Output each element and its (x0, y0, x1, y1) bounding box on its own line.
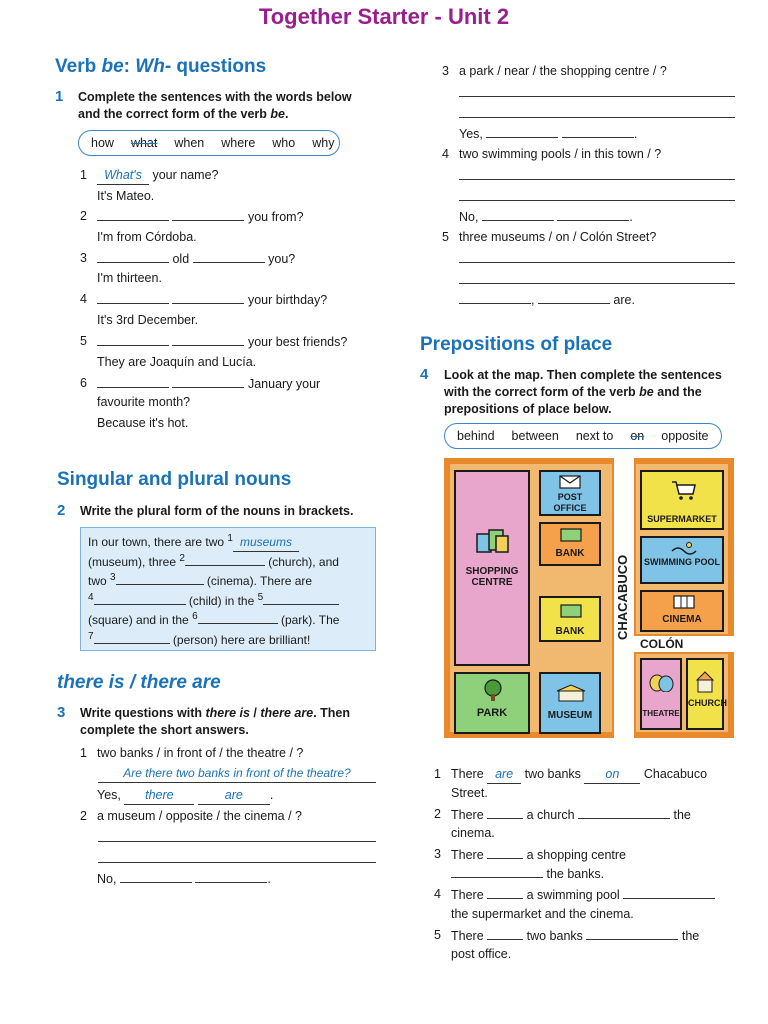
list-item: No, . (459, 210, 633, 224)
supermarket-building: SUPERMARKET (640, 470, 724, 530)
item-prompt: two banks / in front of / the theatre / ? (97, 746, 304, 760)
exercise-instruction: Look at the map. Then complete the sentences with the correct form of the verb be and the prepositions of place below. (444, 368, 722, 416)
item-reply: It's 3rd December. (97, 313, 199, 327)
post-office-building: POST OFFICE (539, 470, 601, 516)
exercise-number: 3 (57, 704, 66, 721)
word-box: behind between next to on opposite (444, 423, 722, 449)
answer-field[interactable] (97, 250, 169, 263)
item-number: 2 (434, 807, 441, 821)
text-line: (square) and in the $^6$ (park). The (88, 611, 340, 627)
list-item: your best friends? (97, 333, 347, 351)
item-number: 4 (434, 887, 441, 901)
exercise-number: 4 (420, 366, 429, 383)
item-number: 4 (80, 292, 87, 306)
page-title: Together Starter - Unit 2 (258, 4, 510, 29)
answer-field[interactable] (94, 631, 170, 644)
word-box: how what when where who why (78, 130, 340, 156)
answer-field[interactable] (557, 208, 629, 221)
answer-line[interactable] (459, 179, 735, 180)
museum-building: MUSEUM (539, 672, 601, 734)
item-number: 2 (80, 209, 87, 223)
item-number: 4 (442, 147, 449, 161)
item-text: favourite month? (97, 395, 191, 409)
answer-field[interactable] (172, 375, 244, 388)
list-item: Yes, there are . (97, 787, 273, 805)
exercise-instruction: Write questions with there is / there are. Then complete the short answers. (80, 706, 350, 737)
answer-line[interactable] (459, 117, 735, 118)
list-item: There a shopping centre (451, 848, 626, 862)
answer-field[interactable]: museums (233, 534, 299, 552)
item-number: 3 (434, 847, 441, 861)
text-line: (museum), three $^2$ (church), and (88, 553, 339, 569)
item-text: Street. (451, 786, 488, 800)
list-item: There a swimming pool (451, 886, 715, 904)
money-icon (560, 527, 582, 543)
list-item: There two banks the (451, 929, 700, 943)
bank-building-2: BANK (539, 596, 601, 642)
list-item: Yes, . (459, 127, 638, 141)
answer-field[interactable] (487, 806, 523, 819)
theatre-masks-icon (648, 674, 674, 692)
text-line: $^7$ (person) here are brilliant! (88, 631, 311, 647)
answer-line[interactable] (459, 200, 735, 201)
section-heading-there-is: there is / there are (57, 672, 221, 693)
shopping-centre-building: SHOPPING CENTRE (454, 470, 530, 666)
item-text: the supermarket and the cinema. (451, 907, 634, 921)
list-item: your birthday? (97, 291, 327, 309)
item-reply: Because it's hot. (97, 416, 189, 430)
answer-field[interactable] (263, 592, 339, 605)
list-item: old you? (97, 250, 295, 268)
bank-building-1: BANK (539, 522, 601, 566)
answer-field[interactable] (482, 208, 554, 221)
theatre-building: THEATRE (640, 658, 682, 730)
answer-field[interactable] (185, 553, 265, 566)
list-item: January your (97, 375, 320, 393)
answer-line[interactable] (98, 841, 376, 842)
answer-field[interactable] (198, 611, 278, 624)
answer-field[interactable] (487, 927, 523, 940)
answer-field[interactable] (172, 208, 244, 221)
item-reply: I'm from Córdoba. (97, 230, 197, 244)
answer-field[interactable] (97, 208, 169, 221)
item-number: 2 (80, 809, 87, 823)
tree-icon (482, 679, 504, 701)
answer-line[interactable] (98, 862, 376, 863)
film-icon (673, 595, 695, 609)
list-item (98, 765, 376, 783)
answer-field[interactable]: Are there two banks in front of the theatre? (98, 765, 376, 783)
answer-line[interactable] (459, 283, 735, 284)
item-number: 5 (442, 230, 449, 244)
list-item: , are. (459, 291, 635, 309)
item-prompt: three museums / on / Colón Street? (459, 230, 657, 244)
item-reply: They are Joaquín and Lucía. (97, 355, 257, 369)
swimming-pool-building: SWIMMING POOL (640, 536, 724, 584)
church-building: CHURCH (686, 658, 724, 730)
item-reply: I'm thirteen. (97, 271, 162, 285)
answer-field[interactable]: What's (97, 167, 149, 185)
item-number: 1 (80, 168, 87, 182)
park-area: PARK (454, 672, 530, 734)
item-reply: It's Mateo. (97, 189, 155, 203)
answer-field[interactable] (578, 806, 670, 819)
exercise-instruction: Complete the sentences with the words below and the correct form of the verb be. (78, 90, 352, 121)
answer-field[interactable]: on (584, 766, 640, 784)
answer-field[interactable] (172, 333, 244, 346)
street-label-colon: COLÓN (640, 637, 684, 651)
cinema-building: CINEMA (640, 590, 724, 632)
list-item: There are two banks on Chacabuco (451, 766, 707, 784)
museum-icon (556, 684, 586, 702)
item-number: 5 (80, 334, 87, 348)
money-icon (560, 603, 582, 619)
answer-field[interactable] (487, 846, 523, 859)
answer-line[interactable] (459, 96, 735, 97)
item-prompt: a park / near / the shopping centre / ? (459, 64, 667, 78)
answer-field[interactable]: there (124, 787, 194, 805)
list-item: you from? (97, 208, 304, 226)
answer-field[interactable] (586, 927, 678, 940)
envelope-icon (559, 475, 581, 489)
item-number: 3 (80, 251, 87, 265)
item-number: 3 (442, 64, 449, 78)
answer-field[interactable]: are (487, 766, 521, 784)
item-number: 6 (80, 376, 87, 390)
exercise-number: 1 (55, 88, 64, 105)
answer-field[interactable] (459, 291, 531, 304)
text-line: $^4$ (child) in the $^5$ (88, 589, 339, 610)
item-number: 5 (434, 928, 441, 942)
answer-field[interactable] (451, 865, 543, 878)
answer-field[interactable] (116, 572, 204, 585)
answer-field[interactable] (487, 886, 523, 899)
item-number: 1 (80, 746, 87, 760)
swimmer-icon (671, 541, 697, 555)
answer-line[interactable] (459, 262, 735, 263)
item-number: 1 (434, 767, 441, 781)
church-icon (693, 670, 717, 694)
text-line: two $^3$ (cinema). There are (88, 572, 313, 588)
answer-field[interactable] (195, 870, 267, 883)
answer-field[interactable] (193, 250, 265, 263)
answer-field[interactable] (486, 125, 558, 138)
list-item: What's your name? (97, 167, 218, 185)
street-label-chacabuco: CHACABUCO (615, 554, 630, 640)
town-map (444, 458, 734, 738)
text-line: In our town, there are two $^1$ museums (88, 530, 299, 552)
shopping-bags-icon (474, 524, 512, 556)
item-prompt: two swimming pools / in this town / ? (459, 147, 662, 161)
answer-field[interactable] (97, 375, 169, 388)
list-item: the banks. (451, 865, 604, 883)
answer-field[interactable] (120, 870, 192, 883)
answer-field[interactable] (94, 592, 186, 605)
answer-field[interactable] (538, 291, 610, 304)
item-text: post office. (451, 947, 512, 961)
item-prompt: a museum / opposite / the cinema / ? (97, 809, 302, 823)
exercise-instruction: Write the plural form of the nouns in brackets. (80, 504, 354, 518)
list-item: There a church the (451, 808, 691, 822)
exercise-number: 2 (57, 502, 66, 519)
answer-field[interactable] (97, 291, 169, 304)
section-heading-verb-be: Verb be: Wh- questions (55, 56, 267, 77)
answer-field[interactable]: are (198, 787, 270, 805)
item-text: cinema. (451, 826, 495, 840)
section-heading-nouns: Singular and plural nouns (57, 469, 292, 490)
answer-field[interactable] (562, 125, 634, 138)
answer-field[interactable] (172, 291, 244, 304)
shopping-cart-icon (671, 480, 697, 500)
section-heading-prepositions: Prepositions of place (420, 334, 613, 355)
answer-field[interactable] (97, 333, 169, 346)
list-item: No, . (97, 872, 271, 886)
answer-field[interactable] (623, 886, 715, 899)
